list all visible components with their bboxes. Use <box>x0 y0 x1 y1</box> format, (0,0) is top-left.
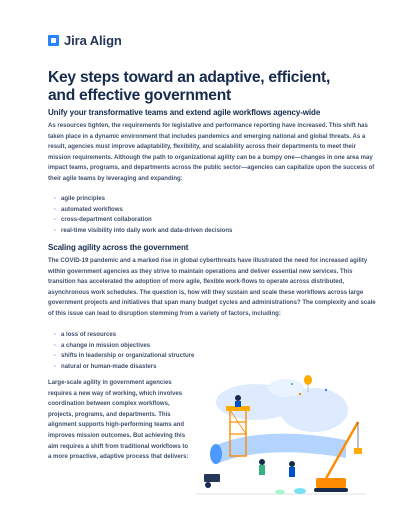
section1-list <box>54 194 232 236</box>
list-item: · a change in mission objectives <box>54 341 194 352</box>
list-item: · automated workflows <box>54 205 232 216</box>
section1-paragraph: As resources tighten, the requirements for legislative and performance reporting have increased. This shift has taken place in a dynamic environment that includes pandemics and emerging national and global threats. As a result, agencies must improve adaptability, flexibility, and scalability across their departments to meet their mission requirements. Although the path to organizational agility can be a bumpy one—changes in one area may impact teams, programs, and departments across the public sector—agencies can capitalize upon the success of their agile teams by leveraging and expanding: <box>48 123 375 182</box>
list-item: · cross-department collaboration <box>54 215 232 226</box>
brand-logo <box>48 33 122 47</box>
bullet: · <box>54 363 57 370</box>
bullet: · <box>54 342 57 349</box>
worker-green <box>259 465 265 475</box>
page-title: Key steps toward an adaptive, efficient, and effective government <box>48 69 331 104</box>
worker-body <box>235 401 241 407</box>
list-item: · real-time visibility into daily work and data-driven decisions <box>54 226 232 237</box>
worker-head <box>235 395 241 401</box>
balloon-icon <box>304 375 312 385</box>
bullet: · <box>54 332 57 338</box>
section2-list <box>54 330 194 372</box>
bullet: · <box>54 217 57 224</box>
crane-base <box>316 478 346 488</box>
wheelbarrow <box>204 474 220 482</box>
jira-align-logo-icon <box>48 35 59 46</box>
section2-closing-paragraph: Large-scale agility in government agencies requires a new way of working, which involves coordination between complex workflows, projects, programs, and departments. This alignment supports high-performing teams and improves mission outcomes. But achieving this aim requires a shift from traditional workflows to a more proactive, adaptive process that delivers: <box>48 380 189 461</box>
sky-cloud-top <box>268 379 304 397</box>
construction-illustration <box>196 370 366 500</box>
worker-blue <box>289 467 295 477</box>
bullet: · <box>54 196 57 202</box>
crane-track <box>314 488 348 492</box>
pipe-segment <box>216 434 346 464</box>
logo-text: Jira Align <box>64 32 122 48</box>
list-item: · a loss of resources <box>54 330 194 341</box>
list-item: · shifts in leadership or organizational structure <box>54 351 194 362</box>
section2-paragraph: The COVID-19 pandemic and a marked rise in global cyberthreats have illustrated the need for increased agility within government agencies as they strive to maintain operations and deliver essential new services. This transition has accelerated the adoption of more agile, flexible work-flows to operate across distributed, asynchronous work schedules. The question is, how will they sustain and scale these workflows across large government projects and initiatives that span many budget cycles and administrations? The complexity and scale of this issue can lead to disruption stemming from a variety of factors, including: <box>48 258 376 317</box>
bullet: · <box>54 206 57 213</box>
section2-heading: Scaling agility across the government <box>48 243 189 252</box>
bullet: · <box>54 227 57 234</box>
bullet: · <box>54 353 57 360</box>
section1-heading: Unify your transformative teams and extend agile workflows agency-wide <box>48 108 321 117</box>
crane-hook <box>354 448 362 454</box>
list-item: · natural or human-made disasters <box>54 362 194 373</box>
pipe-opening <box>210 444 222 464</box>
list-item: · agile principles <box>54 194 232 205</box>
